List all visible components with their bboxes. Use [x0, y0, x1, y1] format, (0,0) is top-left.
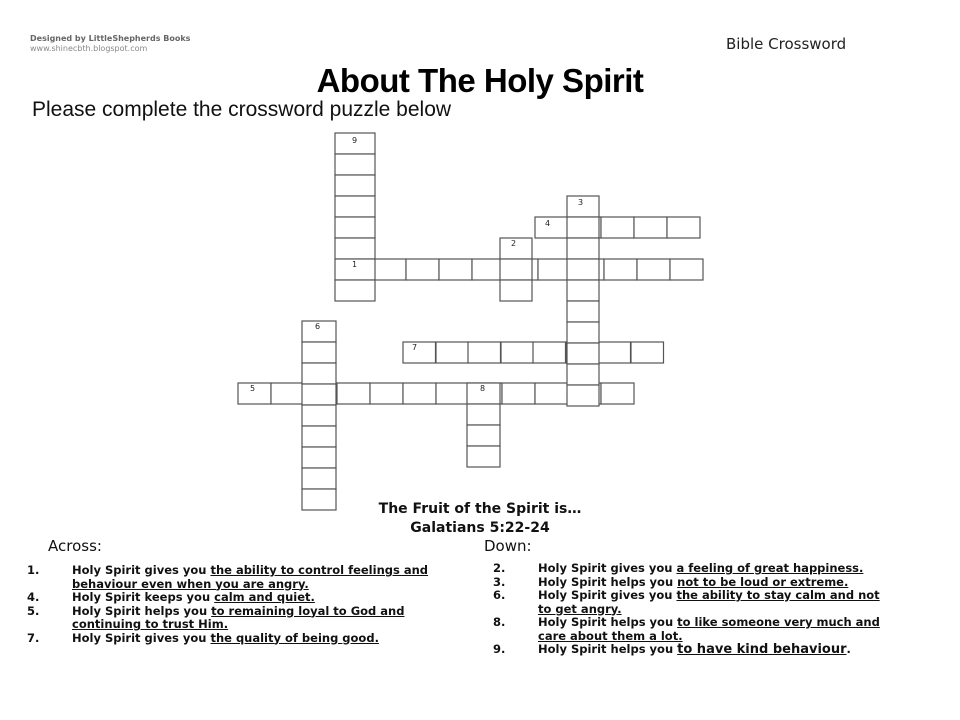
across-heading: Across:	[48, 537, 102, 555]
crossword-cell-60[interactable]	[302, 384, 336, 405]
clue-text: Holy Spirit gives you	[538, 561, 677, 575]
clue-text: Holy Spirit helps you	[72, 603, 212, 618]
worksheet-tag: Bible Crossword	[726, 35, 847, 53]
crossword-cell-38[interactable]	[335, 175, 375, 196]
clue-text: Holy Spirit helps you	[538, 574, 678, 589]
crossword-cell-1[interactable]	[373, 259, 406, 280]
crossword-cell-59[interactable]	[302, 363, 336, 384]
clue-answer-hint: the ability to control feelings and behaviour even when you are angry.	[72, 563, 429, 591]
fruit-heading: The Fruit of the Spirit is…	[378, 501, 582, 517]
fruit-of-spirit-caption	[300, 500, 660, 538]
crossword-cell-58[interactable]	[302, 342, 336, 363]
clue-number: 4.	[27, 590, 40, 604]
instructions: Please complete the crossword puzzle below	[32, 98, 452, 121]
clue-text: Holy Spirit helps you	[538, 642, 678, 656]
page-title: About The Holy Spirit	[316, 62, 644, 99]
crossword-cell-17[interactable]	[436, 342, 469, 363]
crossword-cell-16[interactable]	[403, 342, 436, 363]
crossword-cell-23[interactable]	[631, 342, 664, 363]
down-clue	[493, 589, 885, 616]
crossword-cell-64[interactable]	[302, 468, 336, 489]
clue-number: 9.	[493, 642, 506, 656]
crossword-cell-10[interactable]	[670, 259, 703, 280]
crossword-cell-51[interactable]	[567, 343, 599, 364]
crossword-cell-11[interactable]	[535, 217, 568, 238]
clue-number: 1.	[27, 563, 40, 577]
crossword-cell-33[interactable]	[535, 383, 568, 404]
crossword-cell-20[interactable]	[533, 342, 566, 363]
crossword-cells	[238, 133, 703, 510]
crossword-cell-40[interactable]	[335, 217, 375, 238]
across-clue	[27, 564, 445, 591]
clue-number-4: 4	[545, 219, 551, 228]
crossword-cell-35[interactable]	[601, 383, 634, 404]
clue-number: 8.	[493, 615, 506, 629]
crossword-cell-32[interactable]	[502, 383, 535, 404]
clue-number-9: 9	[352, 136, 358, 145]
down-clue	[493, 562, 885, 576]
clue-answer-hint: calm and quiet.	[214, 590, 315, 604]
crossword-cell-25[interactable]	[271, 383, 304, 404]
crossword-cell-61[interactable]	[302, 405, 336, 426]
crossword-cell-28[interactable]	[370, 383, 403, 404]
crossword-cell-2[interactable]	[406, 259, 439, 280]
clue-text: Holy Spirit helps you	[538, 615, 678, 629]
clue-number: 5.	[27, 603, 40, 618]
clue-text: Holy Spirit keeps you	[72, 590, 215, 604]
clue-number: 2.	[493, 561, 506, 575]
down-clue-list	[493, 562, 885, 657]
crossword-cell-69[interactable]	[467, 446, 500, 467]
crossword-cell-24[interactable]	[238, 383, 271, 404]
clue-number-6: 6	[315, 322, 321, 331]
across-clue-list	[27, 564, 445, 645]
crossword-cell-66[interactable]	[467, 383, 500, 404]
crossword-cell-54[interactable]	[500, 238, 532, 259]
down-heading: Down:	[484, 537, 532, 555]
crossword-cell-57[interactable]	[302, 321, 336, 342]
clue-answer-hint: to remaining loyal to God and continuing to trust Him.	[72, 603, 405, 631]
clue-number-3: 3	[578, 198, 584, 207]
clue-answer-hint: a feeling of great happiness.	[676, 561, 864, 575]
clue-number: 6.	[493, 588, 506, 602]
crossword-cell-6[interactable]	[538, 259, 571, 280]
clue-answer-hint: not to be loud or extreme.	[677, 574, 849, 589]
crossword-cell-3[interactable]	[439, 259, 472, 280]
clue-number-5: 5	[250, 384, 256, 393]
clue-suffix: .	[846, 642, 851, 656]
clue-number: 3.	[493, 574, 506, 589]
crossword-cell-63[interactable]	[302, 447, 336, 468]
down-clue	[493, 576, 885, 590]
crossword-cell-45[interactable]	[567, 217, 599, 238]
crossword-cell-47[interactable]	[567, 259, 599, 280]
crossword-cell-42[interactable]	[335, 259, 375, 280]
crossword-cell-41[interactable]	[335, 238, 375, 259]
across-clue	[27, 632, 445, 646]
crossword-cell-46[interactable]	[567, 238, 599, 259]
crossword-cell-22[interactable]	[598, 342, 631, 363]
crossword-cell-43[interactable]	[335, 280, 375, 301]
crossword-cell-50[interactable]	[567, 322, 599, 343]
scripture-reference: Galatians 5:22-24	[410, 520, 550, 536]
crossword-cell-37[interactable]	[335, 154, 375, 175]
clue-number-1: 1	[352, 260, 358, 269]
clue-number-8: 8	[480, 384, 486, 393]
crossword-cell-36[interactable]	[335, 133, 375, 154]
crossword-cell-8[interactable]	[604, 259, 637, 280]
crossword-cell-13[interactable]	[601, 217, 634, 238]
crossword-cell-55[interactable]	[500, 259, 532, 280]
crossword-cell-56[interactable]	[500, 280, 532, 301]
publisher-credit	[30, 34, 190, 64]
crossword-cell-30[interactable]	[436, 383, 469, 404]
clue-answer-hint: to have kind behaviour	[677, 642, 847, 657]
publisher-name: Designed by LittleShepherds Books	[30, 34, 191, 43]
clue-text: Holy Spirit gives you	[72, 563, 211, 577]
crossword-cell-67[interactable]	[467, 404, 500, 425]
across-clue	[27, 605, 445, 632]
crossword-cell-9[interactable]	[637, 259, 670, 280]
clue-answer-hint: to like someone very much and care about them a lot.	[538, 615, 880, 643]
crossword-cell-48[interactable]	[567, 280, 599, 301]
across-clue	[27, 591, 445, 605]
publisher-website: www.shinecbth.blogspot.com	[30, 44, 148, 53]
down-clue	[493, 616, 885, 643]
clue-number: 7.	[27, 630, 40, 645]
clue-number-2: 2	[511, 239, 517, 248]
crossword-cell-53[interactable]	[567, 385, 599, 406]
clue-text: Holy Spirit gives you	[72, 630, 211, 645]
crossword-cell-29[interactable]	[403, 383, 436, 404]
clue-answer-hint: the ability to stay calm and not to get angry.	[538, 588, 880, 616]
clue-answer-hint: the quality of being good.	[210, 630, 379, 645]
crossword-cell-44[interactable]	[567, 196, 599, 217]
crossword-cell-19[interactable]	[501, 342, 534, 363]
crossword-cell-27[interactable]	[337, 383, 370, 404]
clue-number-7: 7	[412, 343, 418, 352]
crossword-cell-52[interactable]	[567, 364, 599, 385]
down-clue	[493, 643, 885, 657]
crossword-cell-49[interactable]	[567, 301, 599, 322]
crossword-cell-62[interactable]	[302, 426, 336, 447]
crossword-cell-68[interactable]	[467, 425, 500, 446]
crossword-cell-18[interactable]	[468, 342, 501, 363]
crossword-cell-15[interactable]	[667, 217, 700, 238]
crossword-cell-14[interactable]	[634, 217, 667, 238]
crossword-cell-39[interactable]	[335, 196, 375, 217]
clue-text: Holy Spirit gives you	[538, 588, 677, 602]
